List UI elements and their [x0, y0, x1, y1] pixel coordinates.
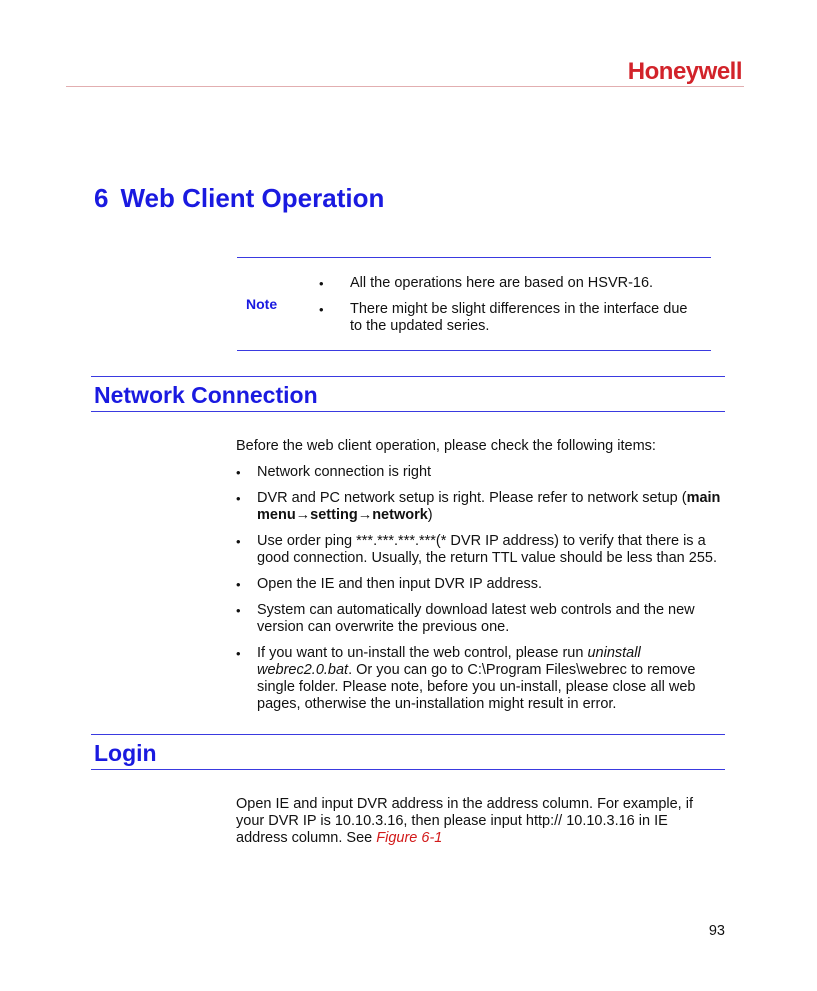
- list-item: • DVR and PC network setup is right. Please refer to network setup (main menu→setting→network): [236, 490, 726, 524]
- figure-6-1-link[interactable]: Figure 6-1: [376, 830, 443, 846]
- section-network-connection: [91, 376, 725, 412]
- page-number: 93: [708, 923, 725, 939]
- chapter-number: 6: [94, 183, 109, 213]
- section-login: [91, 734, 725, 770]
- header-rule: [66, 86, 744, 87]
- chapter-title: [94, 183, 384, 214]
- uninstall-filename: uninstall webrec2.0.bat: [257, 645, 641, 678]
- honeywell-logo: Honeywell: [627, 58, 742, 85]
- network-checklist: [236, 464, 726, 722]
- note-label: Note: [246, 296, 278, 312]
- note-item: • There might be slight differences in the interface due to the updated series.: [319, 301, 699, 335]
- section-heading-network: Network Connection: [94, 382, 318, 408]
- network-intro: Before the web client operation, please check the following items:: [236, 438, 656, 454]
- note-list: [319, 275, 699, 344]
- list-item: • If you want to un-install the web control, please run uninstall webrec2.0.bat. Or you can go to C:\Program Files\webrec to remove single folder. Please note, before you un-install, please close all web pages, otherwise the un-installation might result in error.: [236, 645, 726, 713]
- menu-path: main menu→setting→network: [257, 490, 721, 523]
- section-heading-login: Login: [94, 740, 157, 766]
- list-item: • Use order ping ***.***.***.***(* DVR IP address) to verify that there is a good connection. Usually, the return TTL value should be less than 255.: [236, 533, 726, 567]
- list-item: • Network connection is right: [236, 464, 726, 481]
- list-item: • System can automatically download latest web controls and the new version can overwrite the previous one.: [236, 602, 726, 636]
- list-item: • Open the IE and then input DVR IP address.: [236, 576, 726, 593]
- note-box: [237, 257, 711, 351]
- login-paragraph: Open IE and input DVR address in the address column. For example, if your DVR IP is 10.10.3.16, then please input http:// 10.10.3.16 in IE address column. See Figure 6-1: [236, 796, 693, 846]
- note-item: • All the operations here are based on HSVR-16.: [319, 275, 699, 292]
- chapter-title-text: Web Client Operation: [120, 183, 385, 213]
